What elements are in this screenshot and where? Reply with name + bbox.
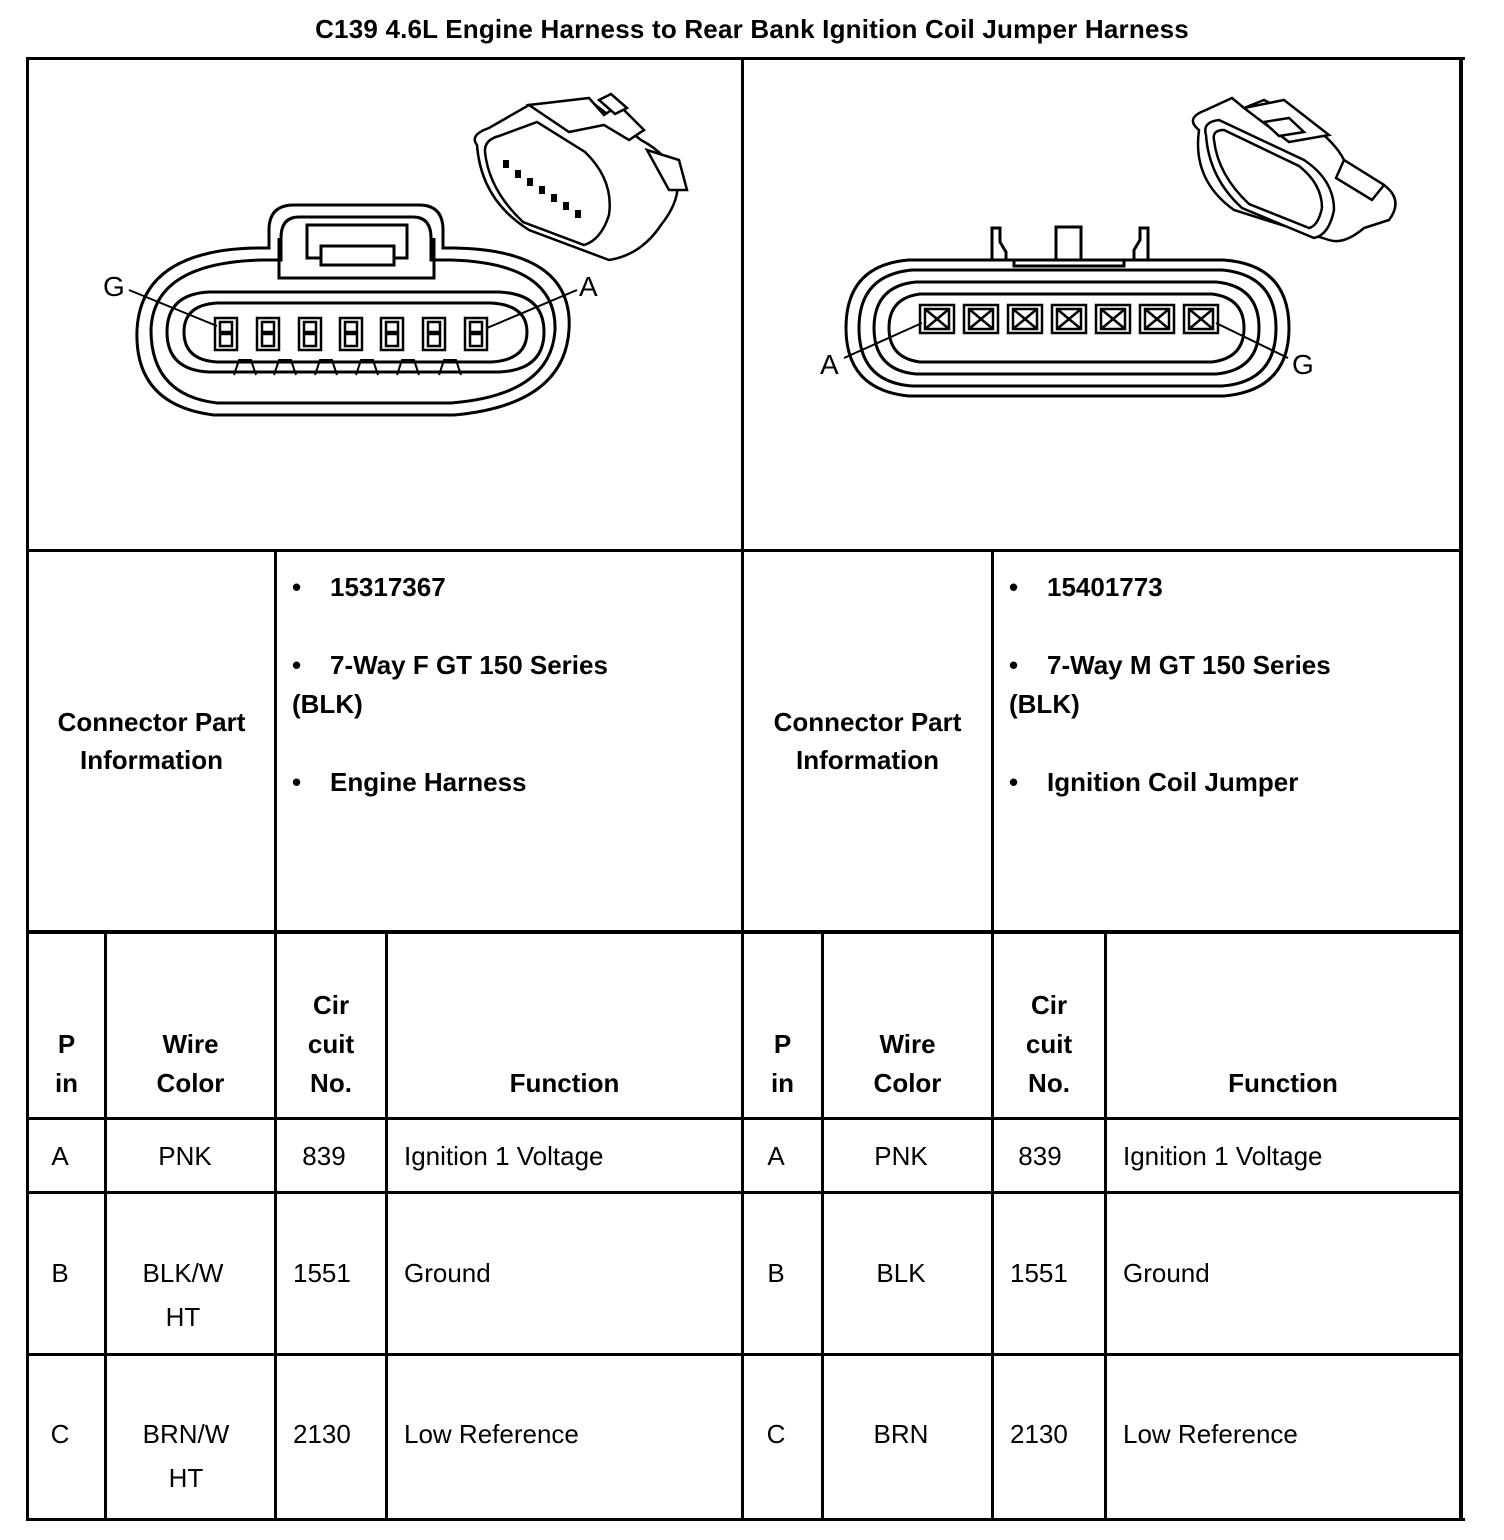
col-line-left-cir: [385, 930, 388, 1518]
table-cell: A: [51, 1141, 69, 1171]
left-header-cir-3: No.: [310, 1068, 352, 1098]
left-header-function: Function: [509, 1068, 620, 1098]
right-cpi-line1: Connector Part: [773, 707, 962, 737]
wire-line-1: BRN/W: [142, 1419, 230, 1449]
left-part-number: 15317367: [330, 572, 446, 602]
left-header-pin-1: P: [57, 1029, 76, 1059]
bullet-icon: •: [292, 572, 302, 602]
right-harness: Ignition Coil Jumper: [1047, 767, 1299, 797]
bullet-icon: •: [1009, 650, 1019, 680]
table-cell: B: [767, 1258, 785, 1288]
right-desc-line2: (BLK): [1009, 689, 1080, 719]
left-desc-line2: (BLK): [292, 689, 363, 719]
table-cell: Ignition 1 Voltage: [1123, 1141, 1323, 1171]
bullet-icon: •: [292, 767, 302, 797]
left-part-info: [292, 568, 608, 802]
left-cpi-label: [29, 703, 274, 779]
left-harness-row: [292, 763, 608, 802]
left-cpi-line1: Connector Part: [57, 707, 246, 737]
divider-header: [26, 1117, 1463, 1120]
table-cell: C: [50, 1419, 70, 1449]
wire-line-2: HT: [168, 1463, 204, 1493]
divider-diagram: [26, 549, 1463, 552]
left-part-number-row: [292, 568, 608, 607]
table-cell: 2130: [1010, 1419, 1068, 1449]
left-header-cir-1: Cir: [312, 990, 350, 1020]
left-header-wire: [107, 1025, 274, 1103]
table-cell: 839: [1018, 1141, 1062, 1171]
left-header-wire-1: Wire: [162, 1029, 219, 1059]
right-header-pin-2: in: [770, 1068, 795, 1098]
left-header-cir-2: cuit: [307, 1029, 355, 1059]
left-header-pin: [29, 1025, 104, 1103]
right-header-function: Function: [1228, 1068, 1338, 1098]
right-desc-row: [1009, 646, 1331, 685]
pin-label-a-right: A: [820, 349, 839, 380]
divider-info: [26, 930, 1463, 934]
table-cell: PNK: [158, 1141, 212, 1171]
left-header-circuit: [277, 986, 385, 1103]
right-header-cir-3: No.: [1028, 1068, 1070, 1098]
right-header-wire-1: Wire: [879, 1029, 936, 1059]
left-header-pin-2: in: [54, 1068, 79, 1098]
table-cell: 839: [302, 1141, 346, 1171]
pin-label-g: G: [103, 271, 125, 302]
bullet-icon: •: [292, 650, 302, 680]
right-header-pin-1: P: [773, 1029, 792, 1059]
bullet-icon: •: [1009, 572, 1019, 602]
page-title: C139 4.6L Engine Harness to Rear Bank Ignition Coil Jumper Harness: [315, 14, 1189, 44]
right-harness-row: [1009, 763, 1331, 802]
left-cpi-line2: Information: [80, 745, 223, 775]
table-cell: 1551: [293, 1258, 351, 1288]
right-header-pin: [744, 1025, 821, 1103]
table-cell: [107, 1251, 259, 1339]
wire-line-1: BLK/W: [142, 1258, 224, 1288]
right-cpi-label: [744, 703, 991, 779]
table-cell: 2130: [293, 1419, 351, 1449]
table-cell: Ground: [404, 1258, 491, 1288]
divider-row-a: [26, 1191, 1463, 1194]
left-header-wire-2: Color: [156, 1068, 225, 1098]
table-cell: Low Reference: [1123, 1419, 1298, 1449]
table-cell: Ground: [1123, 1258, 1210, 1288]
bullet-icon: •: [1009, 767, 1019, 797]
table-cell: 1551: [1010, 1258, 1068, 1288]
table-cell: Low Reference: [404, 1419, 579, 1449]
right-cpi-line2: Information: [796, 745, 939, 775]
right-part-number: 15401773: [1047, 572, 1163, 602]
right-connector-diagram: [744, 60, 1459, 549]
table-cell: Ignition 1 Voltage: [404, 1141, 604, 1171]
left-desc-line1: 7-Way F GT 150 Series: [330, 650, 608, 680]
table-cell: BRN: [873, 1419, 929, 1449]
left-harness: Engine Harness: [330, 767, 527, 797]
table-cell: B: [51, 1258, 69, 1288]
table-cell: BLK: [876, 1258, 926, 1288]
right-desc-line1: 7-Way M GT 150 Series: [1047, 650, 1331, 680]
divider-row-b: [26, 1353, 1463, 1356]
right-part-info: [1009, 568, 1331, 802]
right-header-cir-2: cuit: [1025, 1029, 1073, 1059]
table-cell: [107, 1412, 265, 1500]
table-cell: PNK: [874, 1141, 928, 1171]
left-desc-row: [292, 646, 608, 685]
wire-line-2: HT: [165, 1302, 201, 1332]
pin-label-a: A: [579, 271, 598, 302]
table-cell: C: [766, 1419, 786, 1449]
right-header-circuit: [994, 986, 1104, 1103]
right-header-wire: [824, 1025, 991, 1103]
right-part-number-row: [1009, 568, 1331, 607]
table-cell: A: [767, 1141, 785, 1171]
right-header-wire-2: Color: [873, 1068, 942, 1098]
right-border: [1459, 57, 1463, 1518]
col-line-right-cir: [1104, 930, 1107, 1518]
left-connector-diagram: [29, 60, 741, 549]
right-header-cir-1: Cir: [1030, 990, 1068, 1020]
pin-label-g-right: G: [1292, 349, 1314, 380]
